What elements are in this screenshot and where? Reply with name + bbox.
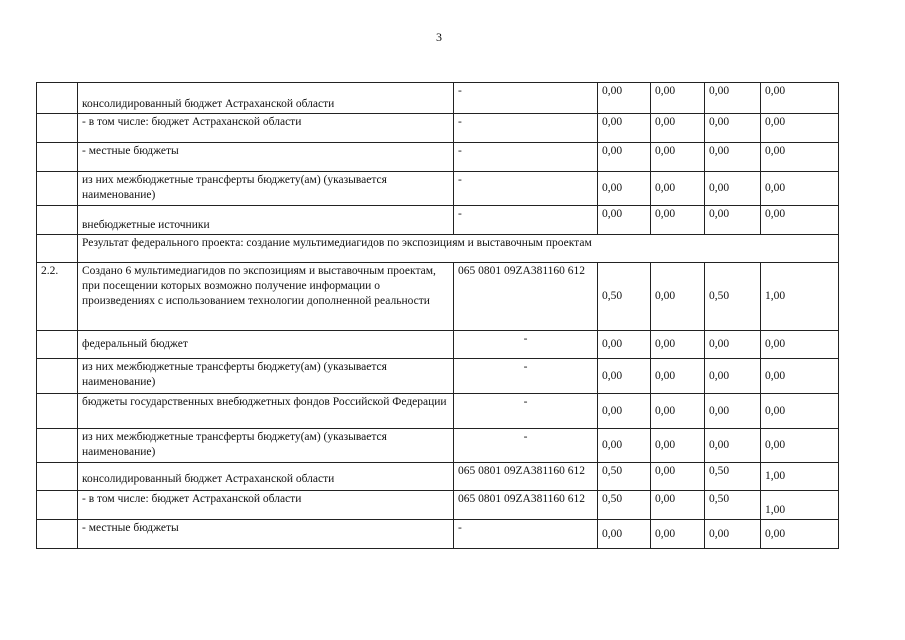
value-cell: 0,00 (598, 114, 651, 143)
table-row (37, 491, 839, 520)
table-row (37, 463, 839, 491)
value-cell: 0,00 (761, 520, 839, 549)
row-number (37, 235, 78, 263)
value-cell: 1,00 (761, 491, 839, 520)
table-row (37, 520, 839, 549)
value-cell: 0,00 (705, 172, 761, 206)
budget-source-name: Создано 6 мультимедиагидов по экспозициям и выставочным проектам, при посещении которых возможно получение информации о произведениях с использованием технологии дополненной реальности (78, 263, 454, 331)
table-row (37, 83, 839, 114)
row-number (37, 394, 78, 429)
budget-classification-code: - (454, 114, 598, 143)
row-number (37, 520, 78, 549)
budget-classification-code: - (454, 394, 598, 429)
federal-project-result: Результат федерального проекта: создание мультимедиагидов по экспозициям и выставочным проектам (78, 235, 839, 263)
row-number (37, 172, 78, 206)
budget-table (36, 82, 839, 549)
table-row (37, 114, 839, 143)
row-number: 2.2. (37, 263, 78, 331)
value-cell: 0,00 (598, 359, 651, 394)
budget-source-name: - местные бюджеты (78, 520, 454, 549)
budget-classification-code: - (454, 429, 598, 463)
value-cell: 1,00 (761, 463, 839, 491)
value-cell: 0,00 (705, 114, 761, 143)
value-cell: 0,00 (705, 206, 761, 235)
value-cell: 0,00 (598, 83, 651, 114)
value-cell: 0,00 (705, 143, 761, 172)
value-cell: 0,00 (705, 394, 761, 429)
value-cell: 0,50 (705, 263, 761, 331)
value-cell: 0,50 (705, 463, 761, 491)
budget-source-name: консолидированный бюджет Астраханской области (78, 83, 454, 114)
budget-classification-code: - (454, 83, 598, 114)
table-row (37, 394, 839, 429)
value-cell: 0,00 (651, 263, 705, 331)
value-cell: 0,00 (761, 114, 839, 143)
page-number: 3 (436, 30, 442, 44)
value-cell: 0,00 (598, 331, 651, 359)
value-cell: 0,00 (705, 429, 761, 463)
value-cell: 0,00 (598, 172, 651, 206)
budget-source-name: - местные бюджеты (78, 143, 454, 172)
value-cell: 0,00 (705, 83, 761, 114)
table-row (37, 429, 839, 463)
budget-source-name: бюджеты государственных внебюджетных фондов Российской Федерации (78, 394, 454, 429)
budget-classification-code: - (454, 359, 598, 394)
row-number (37, 491, 78, 520)
value-cell: 0,00 (705, 331, 761, 359)
value-cell: 0,00 (761, 206, 839, 235)
budget-source-name: из них межбюджетные трансферты бюджету(ам) (указывается наименование) (78, 429, 454, 463)
table-row (37, 235, 839, 263)
value-cell: 0,50 (598, 491, 651, 520)
budget-classification-code: - (454, 331, 598, 359)
value-cell: 0,00 (598, 429, 651, 463)
table-row (37, 359, 839, 394)
row-number (37, 206, 78, 235)
table-row (37, 206, 839, 235)
value-cell: 0,00 (651, 491, 705, 520)
value-cell: 0,00 (651, 114, 705, 143)
budget-source-name: из них межбюджетные трансферты бюджету(ам) (указывается наименование) (78, 359, 454, 394)
value-cell: 0,50 (598, 263, 651, 331)
budget-source-name: внебюджетные источники (78, 206, 454, 235)
value-cell: 0,50 (598, 463, 651, 491)
value-cell: 0,00 (651, 394, 705, 429)
budget-classification-code: 065 0801 09ZA381160 612 (454, 263, 598, 331)
value-cell: 0,50 (705, 491, 761, 520)
value-cell: 0,00 (761, 143, 839, 172)
budget-classification-code: - (454, 206, 598, 235)
value-cell: 0,00 (761, 394, 839, 429)
value-cell: 0,00 (761, 429, 839, 463)
row-number (37, 463, 78, 491)
value-cell: 0,00 (705, 359, 761, 394)
value-cell: 1,00 (761, 263, 839, 331)
budget-classification-code: - (454, 143, 598, 172)
value-cell: 0,00 (598, 143, 651, 172)
table-row (37, 331, 839, 359)
row-number (37, 143, 78, 172)
table-row (37, 263, 839, 331)
row-number (37, 359, 78, 394)
value-cell: 0,00 (761, 83, 839, 114)
budget-classification-code: - (454, 520, 598, 549)
budget-source-name: - в том числе: бюджет Астраханской области (78, 491, 454, 520)
row-number (37, 114, 78, 143)
value-cell: 0,00 (761, 331, 839, 359)
value-cell: 0,00 (598, 206, 651, 235)
value-cell: 0,00 (651, 331, 705, 359)
budget-source-name: - в том числе: бюджет Астраханской области (78, 114, 454, 143)
row-number (37, 331, 78, 359)
value-cell: 0,00 (651, 83, 705, 114)
value-cell: 0,00 (598, 394, 651, 429)
budget-classification-code: - (454, 172, 598, 206)
value-cell: 0,00 (761, 172, 839, 206)
row-number (37, 429, 78, 463)
budget-classification-code: 065 0801 09ZA381160 612 (454, 491, 598, 520)
value-cell: 0,00 (598, 520, 651, 549)
value-cell: 0,00 (651, 206, 705, 235)
table-row (37, 172, 839, 206)
budget-source-name: из них межбюджетные трансферты бюджету(ам) (указывается наименование) (78, 172, 454, 206)
budget-classification-code: 065 0801 09ZA381160 612 (454, 463, 598, 491)
value-cell: 0,00 (651, 172, 705, 206)
value-cell: 0,00 (651, 143, 705, 172)
value-cell: 0,00 (651, 359, 705, 394)
value-cell: 0,00 (651, 429, 705, 463)
table-row (37, 143, 839, 172)
value-cell: 0,00 (761, 359, 839, 394)
value-cell: 0,00 (651, 520, 705, 549)
budget-source-name: консолидированный бюджет Астраханской области (78, 463, 454, 491)
value-cell: 0,00 (651, 463, 705, 491)
budget-source-name: федеральный бюджет (78, 331, 454, 359)
value-cell: 0,00 (705, 520, 761, 549)
row-number (37, 83, 78, 114)
